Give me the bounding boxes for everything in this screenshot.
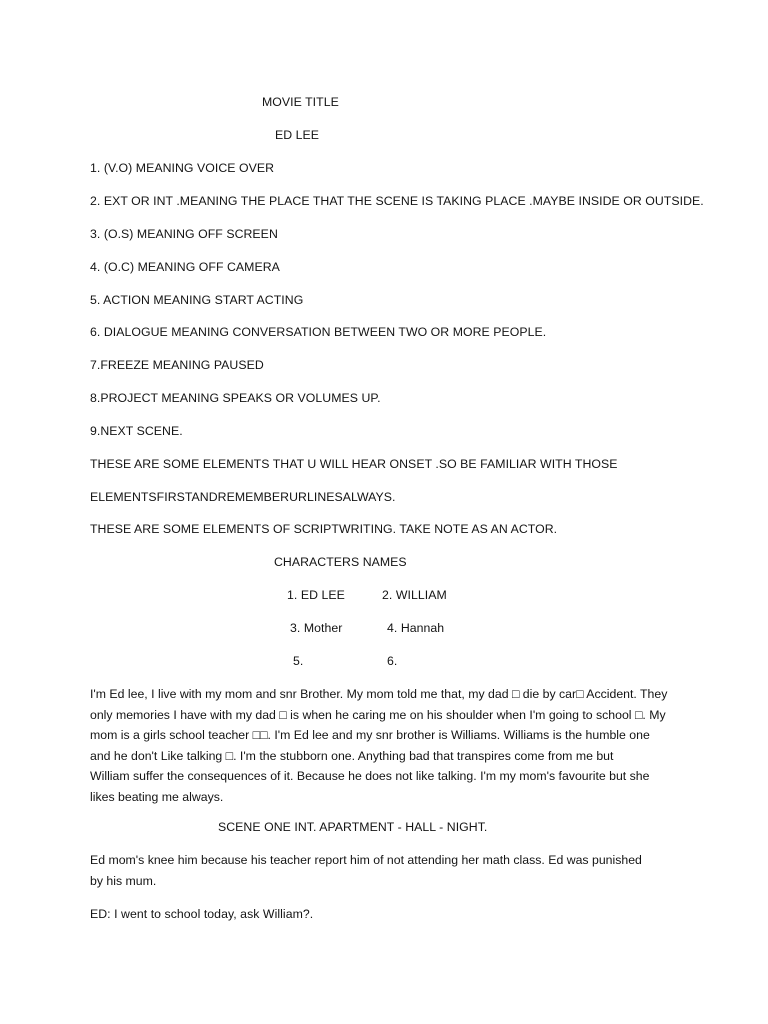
character-entry: 4. Hannah	[387, 621, 445, 635]
movie-title: MOVIE TITLE	[262, 95, 339, 109]
element-item: 6. DIALOGUE MEANING CONVERSATION BETWEEN TWO OR MORE PEOPLE.	[90, 325, 547, 339]
story-line: William suffer the consequences of it. Because he does not like talking. I'm my mom's favourite but she	[90, 769, 650, 783]
story-line: and he don't Like talking □. I'm the stubborn one. Anything bad that transpires come from me but	[90, 748, 614, 763]
scene-action	[90, 850, 696, 891]
story-line: mom is a girls school teacher □□. I'm Ed lee and my snr brother is Williams. Williams is the humble one	[90, 728, 650, 742]
character-entry: 1. ED LEE	[287, 588, 345, 602]
character-entry: 2. WILLIAM	[382, 588, 447, 602]
story-paragraph	[90, 684, 696, 807]
character-entry: 5.	[293, 654, 304, 668]
story-line: I'm Ed lee, I live with my mom and snr Brother. My mom told me that, my dad □ die by car□ Accident. They	[90, 687, 668, 701]
element-item: 4. (O.C) MEANING OFF CAMERA	[90, 260, 280, 274]
characters-heading: CHARACTERS NAMES	[274, 555, 407, 569]
element-item: 9.NEXT SCENE.	[90, 424, 183, 438]
dialogue-line: ED: I went to school today, ask William?.	[90, 907, 314, 921]
note-paragraph: THESE ARE SOME ELEMENTS OF SCRIPTWRITING. TAKE NOTE AS AN ACTOR.	[90, 522, 558, 536]
element-item: 8.PROJECT MEANING SPEAKS OR VOLUMES UP.	[90, 391, 381, 405]
character-entry: 3. Mother	[290, 621, 343, 635]
scene-action-line: Ed mom's knee him because his teacher report him of not attending her math class. Ed was punished	[90, 853, 642, 867]
scene-heading: SCENE ONE INT. APARTMENT - HALL - NIGHT.	[218, 820, 488, 834]
note-paragraph: ELEMENTSFIRSTANDREMEMBERURLINESALWAYS.	[90, 490, 396, 504]
element-item: 2. EXT OR INT .MEANING THE PLACE THAT THE SCENE IS TAKING PLACE .MAYBE INSIDE OR OUTSIDE.	[90, 194, 704, 208]
author-name: ED LEE	[275, 128, 320, 142]
element-item: 3. (O.S) MEANING OFF SCREEN	[90, 227, 278, 241]
character-entry: 6.	[387, 654, 398, 668]
story-line: likes beating me always.	[90, 789, 224, 804]
scene-action-line: by his mum.	[90, 873, 157, 888]
story-line: only memories I have with my dad □ is when he caring me on his shoulder when I'm going to school □. My	[90, 707, 666, 722]
element-item: 5. ACTION MEANING START ACTING	[90, 293, 304, 307]
element-item: 1. (V.O) MEANING VOICE OVER	[90, 161, 275, 175]
note-paragraph: THESE ARE SOME ELEMENTS THAT U WILL HEAR ONSET .SO BE FAMILIAR WITH THOSE	[90, 457, 618, 471]
element-item: 7.FREEZE MEANING PAUSED	[90, 358, 264, 372]
